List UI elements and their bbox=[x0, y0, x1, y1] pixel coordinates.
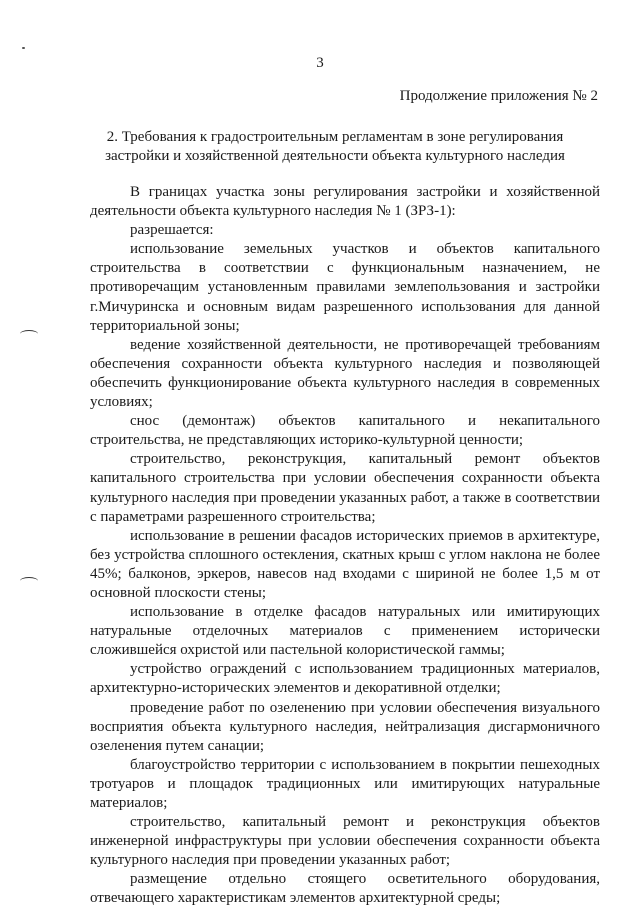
list-item: использование земельных участков и объектов капитального строительства в соответствии с функциональным назначением, не противоречащим установленным правилами землепользования и застройки г.Мичуринска и основным видам разрешенного использования для данной территориальной зоны; bbox=[90, 241, 600, 334]
page-number: 3 bbox=[316, 55, 324, 71]
list-item: размещение отдельно стоящего осветительного оборудования, отвечающего характеристикам элементов архитектурной среды; bbox=[90, 871, 600, 907]
list-item: снос (демонтаж) объектов капитального и некапитального строительства, не представляющих историко-культурной ценности; bbox=[90, 413, 600, 449]
list-item: строительство, реконструкция, капитальный ремонт объектов капитального строительства при условии обеспечения сохранности объекта культурного наследия при проведении указанных работ, а также в соответствии с параметрами разрешенного строительства; bbox=[90, 451, 600, 525]
list-item: строительство, капитальный ремонт и реконструкция объектов инженерной инфраструктуры при условии обеспечения сохранности объекта культурного наследия при проведении указанных работ; bbox=[90, 814, 600, 869]
list-item: ведение хозяйственной деятельности, не противоречащей требованиям обеспечения сохранности объекта культурного наследия и позволяющей обеспечить функционирование объекта культурного наследия в современных условиях; bbox=[90, 336, 600, 411]
binding-hole-mark bbox=[20, 577, 38, 585]
list-item: использование в отделке фасадов натуральных или имитирующих натуральные отделочных материалов с применением исторически сложившейся охристой или пастельной колористической гаммы; bbox=[90, 604, 600, 659]
list-item: проведение работ по озеленению при условии обеспечения визуального восприятия объекта культурного наследия, нейтрализация дисгармоничного озеленения путем санации; bbox=[90, 699, 600, 754]
document-body bbox=[90, 183, 600, 909]
appendix-continuation-note: Продолжение приложения № 2 bbox=[399, 88, 598, 104]
scan-speck bbox=[22, 47, 25, 49]
section-heading: 2. Требования к градостроительным регламентам в зоне регулирования застройки и хозяйственной деятельности объекта культурного наследия bbox=[105, 129, 565, 164]
list-item: использование в решении фасадов исторических приемов в архитектуре, без устройства сплошного остекления, скатных крыш с углом наклона не более 45%; балконов, эркеров, навесов над входами с шириной не более 1,5 м от основной плоскости стены; bbox=[90, 527, 600, 601]
binding-hole-mark bbox=[20, 330, 38, 338]
intro-paragraph: В границах участка зоны регулирования застройки и хозяйственной деятельности объекта культурного наследия № 1 (ЗРЗ-1): bbox=[90, 184, 600, 220]
list-item: устройство ограждений с использованием традиционных материалов, архитектурно-исторических элементов и декоративной отделки; bbox=[90, 661, 600, 697]
list-item: благоустройство территории с использованием в покрытии пешеходных тротуаров и площадок традиционных или имитирующих натуральные материалов; bbox=[90, 756, 600, 811]
permitted-label: разрешается: bbox=[130, 222, 214, 239]
